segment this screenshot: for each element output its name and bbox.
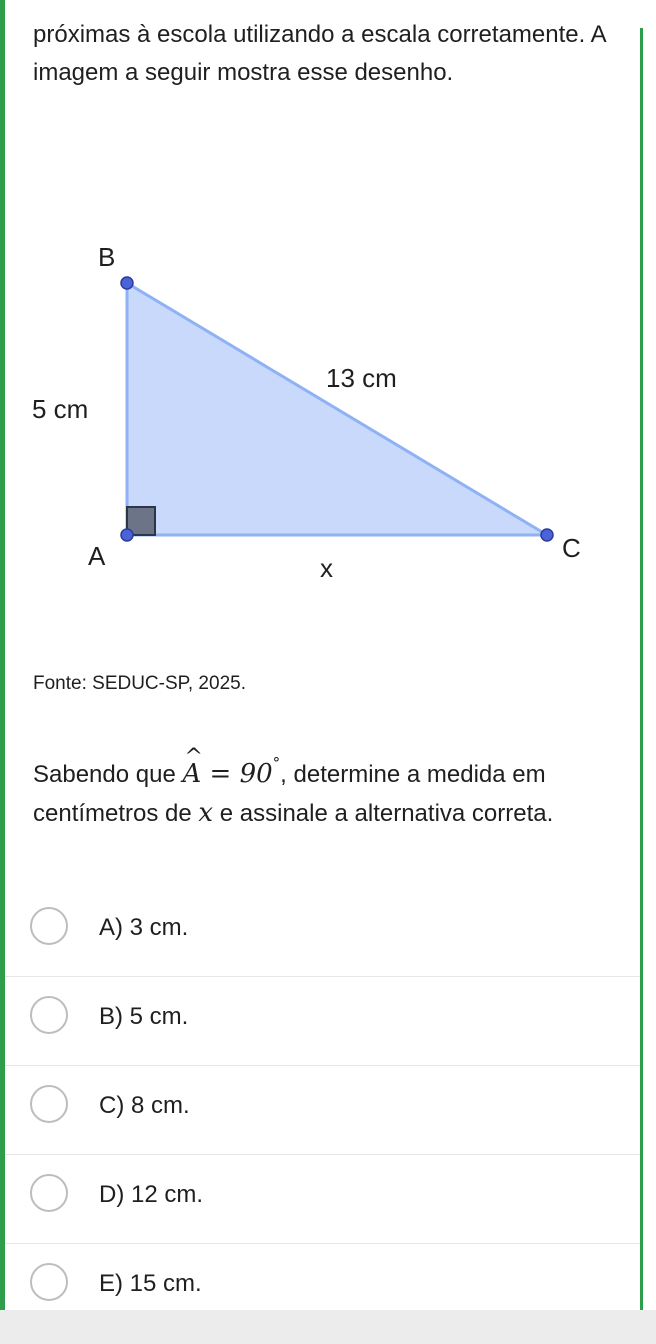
- bottom-band: [0, 1310, 656, 1344]
- option-d[interactable]: [5, 1155, 640, 1244]
- option-c[interactable]: [5, 1066, 640, 1155]
- angle-a-hat: ^ A: [182, 755, 201, 793]
- option-b-label: B) 5 cm.: [99, 1003, 189, 1030]
- vertex-label-a: A: [88, 541, 106, 571]
- radio-button-e[interactable]: [30, 1263, 68, 1301]
- figure-source: Fonte: SEDUC-SP, 2025.: [33, 673, 246, 694]
- radio-button-d[interactable]: [30, 1174, 68, 1212]
- card-right-border: [640, 28, 643, 1310]
- variable-x: x: [198, 798, 214, 828]
- angle-equals: = 90: [201, 759, 273, 789]
- question-prefix: Sabendo que: [33, 761, 183, 788]
- angle-equation: [182, 754, 281, 789]
- option-e-label: E) 15 cm.: [99, 1270, 202, 1297]
- radio-button-c[interactable]: [30, 1085, 68, 1123]
- option-a[interactable]: [5, 888, 640, 977]
- option-b[interactable]: [5, 977, 640, 1066]
- side-label-ab: 5 cm: [32, 394, 89, 424]
- point-c: [541, 529, 553, 541]
- point-a: [121, 529, 133, 541]
- side-label-ac: x: [320, 553, 333, 583]
- question-tail: e assinale a alternativa correta.: [213, 800, 554, 827]
- side-label-bc: 13 cm: [326, 363, 397, 393]
- point-b: [121, 277, 133, 289]
- option-a-label: A) 3 cm.: [99, 914, 189, 941]
- answer-options: [5, 888, 640, 1333]
- vertex-label-b: B: [98, 242, 116, 272]
- vertex-label-c: C: [562, 533, 581, 563]
- option-c-label: C) 8 cm.: [99, 1092, 190, 1119]
- triangle-shape: [127, 283, 547, 535]
- radio-button-b[interactable]: [30, 996, 68, 1034]
- question-text: [33, 744, 623, 833]
- degree-symbol: °: [272, 754, 281, 772]
- triangle-figure: [0, 230, 656, 590]
- option-d-label: D) 12 cm.: [99, 1181, 204, 1208]
- radio-button-a[interactable]: [30, 907, 68, 945]
- question-middle: , determine a medida em centímetros de: [33, 761, 546, 827]
- intro-paragraph: próximas à escola utilizando a escala corretamente. A imagem a seguir mostra esse desenho.: [33, 21, 606, 86]
